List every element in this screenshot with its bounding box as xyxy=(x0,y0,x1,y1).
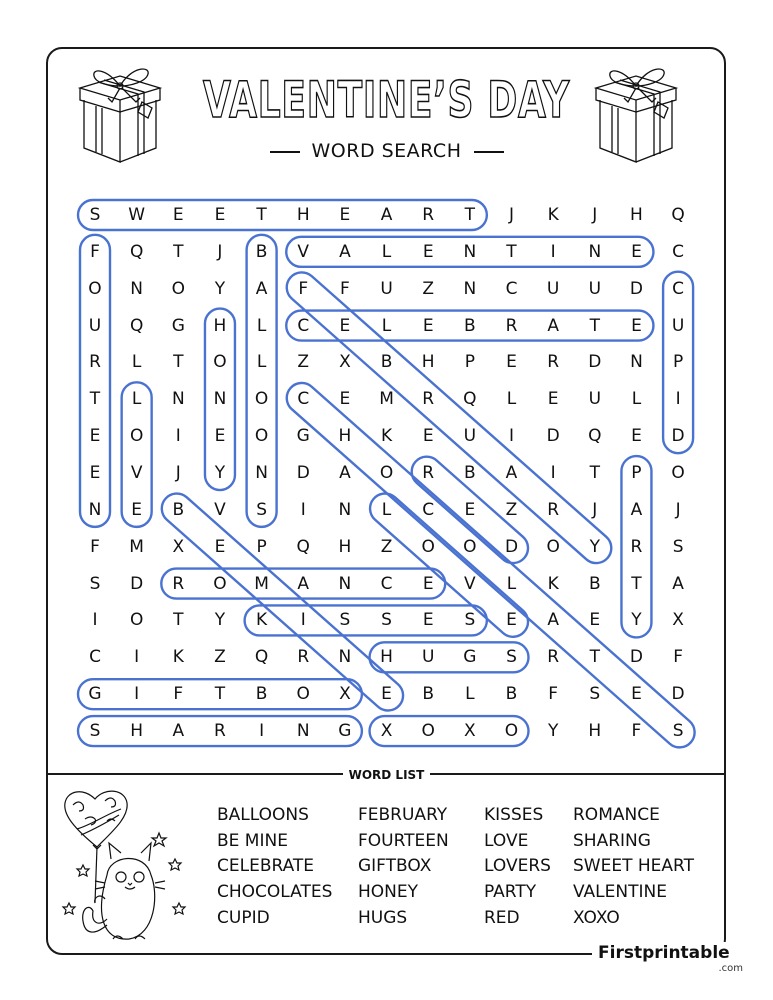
cat-with-heart-balloon-icon xyxy=(55,785,195,950)
grid-cell[interactable]: E xyxy=(89,426,101,447)
grid-cell[interactable]: I xyxy=(675,389,681,410)
grid-cell[interactable]: E xyxy=(339,205,351,225)
page-subtitle xyxy=(0,140,773,162)
grid-cell[interactable]: D xyxy=(629,647,643,668)
grid-cell[interactable]: L xyxy=(506,389,517,410)
word-list-item: LOVE xyxy=(484,831,529,851)
grid-cell[interactable]: K xyxy=(380,426,393,447)
grid-cell[interactable]: I xyxy=(92,610,98,631)
grid-cell[interactable]: A xyxy=(672,573,684,594)
grid-cell[interactable]: L xyxy=(381,315,392,336)
grid-cell[interactable]: C xyxy=(89,647,101,668)
grid-cell[interactable]: S xyxy=(256,499,267,520)
grid-cell[interactable]: Z xyxy=(380,536,393,557)
grid-cell[interactable]: N xyxy=(630,352,643,373)
grid-cell[interactable]: R xyxy=(505,315,518,336)
grid-cell[interactable]: T xyxy=(589,315,600,336)
grid-cell[interactable]: Y xyxy=(631,610,642,631)
grid-cell[interactable]: B xyxy=(255,241,268,262)
grid-cell[interactable]: F xyxy=(173,684,184,705)
grid-cell[interactable]: F xyxy=(340,278,350,299)
grid-cell[interactable]: S xyxy=(672,536,684,557)
grid-cell[interactable]: L xyxy=(256,315,267,336)
grid-cell[interactable]: E xyxy=(422,610,434,631)
grid-cell[interactable]: U xyxy=(588,389,602,410)
grid-cell[interactable]: R xyxy=(422,205,435,225)
grid-cell[interactable]: L xyxy=(465,684,475,705)
grid-cell[interactable]: A xyxy=(339,241,351,262)
grid-cell[interactable]: M xyxy=(254,573,269,594)
grid-cell[interactable]: B xyxy=(464,463,476,484)
grid-cell[interactable]: R xyxy=(547,352,560,373)
grid-cell[interactable]: F xyxy=(90,536,100,557)
grid-cell[interactable]: I xyxy=(300,610,306,631)
grid-cell[interactable]: O xyxy=(254,389,269,410)
grid-cell[interactable]: X xyxy=(172,536,185,557)
grid-cell[interactable]: N xyxy=(255,463,268,484)
grid-cell[interactable]: T xyxy=(464,205,476,225)
grid-cell[interactable]: L xyxy=(631,389,642,410)
grid-cell[interactable]: L xyxy=(256,352,267,373)
grid-cell[interactable]: B xyxy=(588,573,601,594)
grid-cell[interactable]: T xyxy=(89,389,101,410)
grid-cell[interactable]: T xyxy=(631,573,642,594)
grid-cell[interactable]: E xyxy=(506,352,517,373)
grid-cell[interactable]: K xyxy=(547,205,559,225)
grid-cell[interactable]: E xyxy=(422,315,434,336)
grid-cell[interactable]: Q xyxy=(129,241,144,262)
grid-cell[interactable]: C xyxy=(672,278,685,299)
page-title: VALENTINE’S DAY xyxy=(203,71,570,129)
grid-cell[interactable]: Q xyxy=(671,205,685,225)
grid-cell[interactable]: F xyxy=(673,647,683,668)
grid-cell[interactable]: S xyxy=(506,647,517,668)
grid-cell[interactable]: N xyxy=(213,389,227,410)
grid-cell[interactable]: E xyxy=(589,610,601,631)
grid-cell[interactable]: H xyxy=(296,205,310,225)
grid-cell[interactable]: N xyxy=(588,241,602,262)
grid-cell[interactable]: X xyxy=(464,721,476,742)
word-list-item: FOURTEEN xyxy=(358,831,449,851)
grid-cell[interactable]: O xyxy=(421,721,435,742)
grid-cell[interactable]: L xyxy=(381,241,392,262)
word-list-item: RED xyxy=(484,908,520,928)
grid-cell[interactable]: J xyxy=(508,205,514,225)
grid-cell[interactable]: H xyxy=(380,647,393,668)
grid-cell[interactable]: O xyxy=(379,463,394,484)
grid-cell[interactable]: O xyxy=(463,536,477,557)
grid-cell[interactable]: T xyxy=(173,352,184,373)
grid-cell[interactable]: R xyxy=(547,647,560,668)
grid-cell[interactable]: Z xyxy=(422,278,435,299)
grid-cell[interactable]: T xyxy=(173,610,184,631)
brand-suffix: .com xyxy=(718,963,743,974)
grid-cell[interactable]: E xyxy=(506,610,517,631)
grid-cell[interactable]: E xyxy=(547,389,559,410)
grid-cell[interactable]: F xyxy=(298,278,309,299)
grid-cell[interactable]: X xyxy=(339,684,351,705)
word-list-item: KISSES xyxy=(484,805,544,825)
grid-cell[interactable]: C xyxy=(380,573,393,594)
grid-cell[interactable]: P xyxy=(464,352,475,373)
grid-cell[interactable]: X xyxy=(672,610,684,631)
grid-cell[interactable]: P xyxy=(256,536,267,557)
grid-cell[interactable]: O xyxy=(421,536,435,557)
grid-cell[interactable]: N xyxy=(338,573,352,594)
grid-cell[interactable]: Q xyxy=(588,426,602,447)
grid-cell[interactable]: B xyxy=(380,352,393,373)
grid-cell[interactable]: A xyxy=(255,278,268,299)
grid-cell[interactable]: S xyxy=(464,610,476,631)
grid-cell[interactable]: Z xyxy=(505,499,518,520)
brand-name: Firstprintable xyxy=(598,943,730,963)
grid-cell[interactable]: E xyxy=(631,426,642,447)
grid-cell[interactable]: U xyxy=(546,278,560,299)
grid-cell[interactable]: S xyxy=(339,610,351,631)
grid-cell[interactable]: E xyxy=(214,205,226,225)
grid-cell[interactable]: O xyxy=(504,721,519,742)
grid-cell[interactable]: U xyxy=(421,647,435,668)
grid-cell[interactable]: T xyxy=(589,463,600,484)
grid-cell[interactable]: U xyxy=(588,278,602,299)
word-list-item: VALENTINE xyxy=(573,882,667,902)
grid-cell[interactable]: B xyxy=(422,684,435,705)
grid-cell[interactable]: V xyxy=(214,499,226,520)
grid-cell[interactable]: N xyxy=(296,721,310,742)
word-list-item: XOXO xyxy=(573,908,620,928)
grid-cell[interactable]: T xyxy=(256,205,267,225)
grid-cell[interactable]: C xyxy=(672,241,685,262)
grid-cell[interactable]: V xyxy=(130,463,143,484)
grid-cell[interactable]: U xyxy=(671,315,685,336)
subtitle-text: WORD SEARCH xyxy=(311,140,462,162)
grid-cell[interactable]: E xyxy=(339,389,351,410)
word-list-heading: WORD LIST xyxy=(0,764,773,783)
grid-cell[interactable]: B xyxy=(464,315,476,336)
grid-cell[interactable]: N xyxy=(171,389,185,410)
grid-cell[interactable]: L xyxy=(381,499,392,520)
grid-cell[interactable]: H xyxy=(630,205,643,225)
grid-cell[interactable]: E xyxy=(631,241,642,262)
grid-cell[interactable]: Q xyxy=(254,647,269,668)
grid-cell[interactable]: L xyxy=(506,573,517,594)
grid-cell[interactable]: A xyxy=(505,463,518,484)
grid-cell[interactable]: I xyxy=(300,499,306,520)
grid-cell[interactable]: Q xyxy=(296,536,310,557)
grid-cell[interactable]: C xyxy=(422,499,435,520)
grid-cell[interactable]: N xyxy=(463,241,477,262)
word-list-item: HUGS xyxy=(358,908,408,928)
grid-cell[interactable]: J xyxy=(217,241,223,262)
grid-cell[interactable]: F xyxy=(90,241,100,262)
grid-cell[interactable]: E xyxy=(89,463,101,484)
grid-cell[interactable]: E xyxy=(214,536,226,557)
grid-cell[interactable]: C xyxy=(297,389,310,410)
grid-cell[interactable]: D xyxy=(588,352,602,373)
word-list-item: CHOCOLATES xyxy=(217,882,333,902)
grid-cell[interactable]: D xyxy=(671,684,685,705)
grid-cell[interactable]: G xyxy=(88,684,102,705)
grid-cell[interactable]: S xyxy=(89,205,101,225)
grid-cell[interactable]: N xyxy=(338,647,352,668)
grid-cell[interactable]: A xyxy=(630,499,643,520)
grid-cell[interactable]: O xyxy=(254,426,269,447)
grid-cell[interactable]: O xyxy=(213,352,227,373)
grid-cell[interactable]: S xyxy=(381,610,392,631)
grid-cell[interactable]: E xyxy=(422,426,434,447)
grid-cell[interactable]: L xyxy=(131,389,142,410)
grid-cell[interactable]: A xyxy=(339,463,351,484)
word-list-item: CUPID xyxy=(217,908,270,928)
grid-cell[interactable]: F xyxy=(631,721,642,742)
grid-cell[interactable]: J xyxy=(592,205,598,225)
grid-cell[interactable]: D xyxy=(546,426,560,447)
grid-cell[interactable]: D xyxy=(629,278,643,299)
word-list-item: LOVERS xyxy=(484,856,551,876)
grid-cell[interactable]: I xyxy=(550,463,556,484)
grid-cell[interactable]: J xyxy=(592,499,598,520)
grid-cell[interactable]: H xyxy=(130,721,144,742)
grid-cell[interactable]: E xyxy=(172,205,184,225)
grid-cell[interactable]: L xyxy=(131,352,142,373)
grid-cell[interactable]: E xyxy=(631,684,642,705)
grid-cell[interactable]: S xyxy=(672,721,684,742)
grid-cell[interactable]: R xyxy=(547,499,560,520)
grid-cell[interactable]: B xyxy=(172,499,185,520)
grid-cell[interactable]: Y xyxy=(589,536,600,557)
grid-cell[interactable]: T xyxy=(173,241,184,262)
grid-cell[interactable]: I xyxy=(175,426,181,447)
grid-cell[interactable]: C xyxy=(297,315,310,336)
grid-cell[interactable]: Z xyxy=(297,352,310,373)
grid-cell[interactable]: O xyxy=(171,278,185,299)
grid-cell[interactable]: N xyxy=(463,278,477,299)
grid-cell[interactable]: K xyxy=(172,647,184,668)
dash-decoration xyxy=(270,151,300,153)
grid-cell[interactable]: Y xyxy=(214,278,226,299)
word-list-item: PARTY xyxy=(484,882,537,902)
grid-cell[interactable]: R xyxy=(422,463,435,484)
grid-cell[interactable]: Y xyxy=(214,463,226,484)
grid-cell[interactable]: O xyxy=(296,684,310,705)
grid-cell[interactable]: A xyxy=(547,315,559,336)
dash-decoration xyxy=(474,151,504,153)
grid-cell[interactable]: E xyxy=(422,573,434,594)
grid-cell[interactable]: G xyxy=(463,647,477,668)
grid-cell[interactable]: R xyxy=(630,536,643,557)
grid-cell[interactable]: E xyxy=(422,241,434,262)
grid-cell[interactable]: N xyxy=(130,278,143,299)
grid-cell[interactable]: I xyxy=(259,721,265,742)
word-list-item: BALLOONS xyxy=(217,805,309,825)
grid-cell[interactable]: N xyxy=(338,499,352,520)
grid-cell[interactable]: H xyxy=(588,721,602,742)
grid-cell[interactable]: Z xyxy=(214,647,226,668)
grid-cell[interactable]: K xyxy=(256,610,268,631)
word-list-item: GIFTBOX xyxy=(358,856,432,876)
grid-cell[interactable]: R xyxy=(172,573,185,594)
word-list-item: ROMANCE xyxy=(573,805,660,825)
grid-cell[interactable]: M xyxy=(379,389,394,410)
word-list-item: HONEY xyxy=(358,882,419,902)
grid-cell[interactable]: V xyxy=(464,573,476,594)
grid-cell[interactable]: P xyxy=(672,352,684,373)
grid-cell[interactable]: U xyxy=(463,426,477,447)
grid-cell[interactable]: P xyxy=(631,463,642,484)
word-list-item: SWEET HEART xyxy=(573,856,694,876)
grid-cell[interactable]: E xyxy=(339,315,351,336)
grid-cell[interactable]: H xyxy=(338,426,352,447)
word-list-item: CELEBRATE xyxy=(217,856,315,876)
grid-cell[interactable]: F xyxy=(548,684,559,705)
grid-cell[interactable]: X xyxy=(380,721,393,742)
word-list-item: FEBRUARY xyxy=(358,805,448,825)
grid-cell[interactable]: V xyxy=(297,241,310,262)
grid-cell[interactable]: Q xyxy=(129,315,144,336)
word-list-item: SHARING xyxy=(573,831,651,851)
grid-cell[interactable]: I xyxy=(134,647,140,668)
brand-logo xyxy=(592,942,736,964)
grid-cell[interactable]: D xyxy=(296,463,310,484)
grid-cell[interactable]: G xyxy=(171,315,185,336)
grid-cell[interactable]: X xyxy=(339,352,351,373)
grid-cell[interactable]: I xyxy=(134,684,140,705)
grid-cell[interactable]: H xyxy=(213,315,227,336)
grid-cell[interactable]: O xyxy=(546,536,560,557)
grid-cell[interactable]: U xyxy=(380,278,393,299)
grid-cell[interactable]: Y xyxy=(547,721,559,742)
grid-cell[interactable]: O xyxy=(671,463,685,484)
grid-cell[interactable]: H xyxy=(338,536,352,557)
grid-cell[interactable]: H xyxy=(421,352,435,373)
grid-cell[interactable]: K xyxy=(547,573,559,594)
grid-cell[interactable]: S xyxy=(89,721,101,742)
grid-cell[interactable]: D xyxy=(130,573,144,594)
grid-cell[interactable]: O xyxy=(129,610,144,631)
grid-cell[interactable]: A xyxy=(547,610,559,631)
grid-cell[interactable]: O xyxy=(129,426,144,447)
grid-cell[interactable]: G xyxy=(296,426,310,447)
grid-cell[interactable]: S xyxy=(589,684,601,705)
grid-cell[interactable]: I xyxy=(550,241,556,262)
grid-cell[interactable]: M xyxy=(129,536,144,557)
grid-cell[interactable]: T xyxy=(589,647,600,668)
grid-cell[interactable]: S xyxy=(89,573,101,594)
grid-cell[interactable]: T xyxy=(214,684,226,705)
grid-cell[interactable]: T xyxy=(506,241,517,262)
grid-cell[interactable]: B xyxy=(255,684,268,705)
grid-cell[interactable]: A xyxy=(297,573,310,594)
grid-cell[interactable]: A xyxy=(172,721,185,742)
grid-cell[interactable]: R xyxy=(214,721,226,742)
grid-cell[interactable]: G xyxy=(338,721,352,742)
grid-cell[interactable]: E xyxy=(381,684,392,705)
grid-cell[interactable]: Y xyxy=(214,610,226,631)
grid-cell[interactable]: C xyxy=(505,278,518,299)
grid-cell[interactable]: R xyxy=(89,352,101,373)
grid-cell[interactable]: O xyxy=(213,573,227,594)
grid-cell[interactable]: J xyxy=(175,463,181,484)
grid-cell[interactable]: U xyxy=(88,315,102,336)
grid-cell[interactable]: I xyxy=(508,426,514,447)
grid-cell[interactable]: D xyxy=(671,426,685,447)
grid-cell[interactable]: Q xyxy=(463,389,477,410)
grid-cell[interactable]: D xyxy=(504,536,519,557)
grid-cell[interactable]: E xyxy=(464,499,476,520)
grid-cell[interactable]: J xyxy=(675,499,681,520)
word-list-item: BE MINE xyxy=(217,831,288,851)
grid-cell[interactable]: N xyxy=(88,499,102,520)
grid-cell[interactable]: W xyxy=(128,205,146,225)
grid-cell[interactable]: E xyxy=(131,499,143,520)
grid-cell[interactable]: O xyxy=(88,278,102,299)
grid-cell[interactable]: B xyxy=(505,684,518,705)
grid-cell[interactable]: R xyxy=(297,647,310,668)
grid-cell[interactable]: A xyxy=(380,205,393,225)
grid-cell[interactable]: E xyxy=(214,426,226,447)
grid-cell[interactable]: R xyxy=(422,389,435,410)
grid-cell[interactable]: E xyxy=(631,315,642,336)
